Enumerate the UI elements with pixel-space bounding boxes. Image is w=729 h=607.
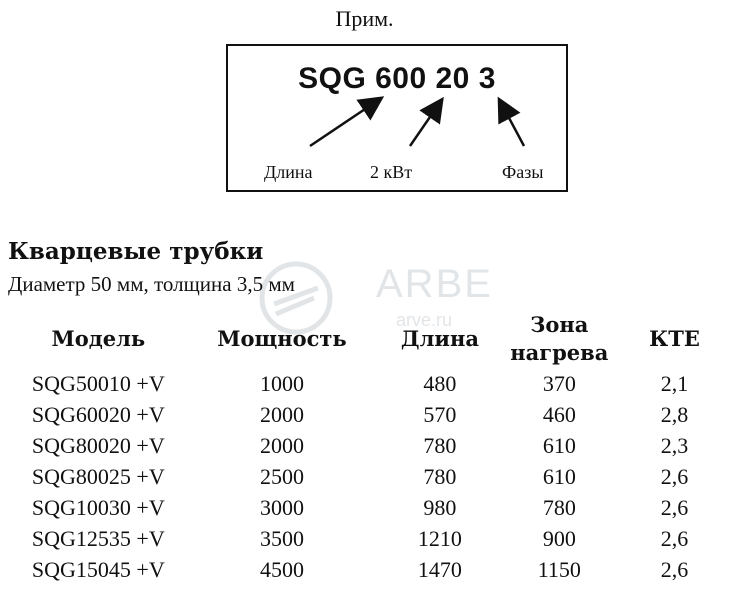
cell-length: 1470: [417, 556, 462, 582]
cell-zone: 610: [542, 432, 576, 458]
cell-model: SQG10030 +V: [31, 494, 165, 520]
table-header-row: [14, 310, 729, 368]
section-subtitle: Диаметр 50 мм, толщина 3,5 мм: [8, 272, 295, 296]
cell-model: SQG12535 +V: [31, 525, 165, 551]
table-row: [14, 430, 729, 461]
header-zone-line2: нагрева: [510, 340, 609, 365]
cell-length: 780: [423, 463, 457, 489]
cell-model: SQG80025 +V: [31, 463, 165, 489]
cell-power: 2000: [259, 401, 304, 427]
cell-kte: 2,6: [660, 494, 689, 520]
cell-zone: 610: [542, 463, 576, 489]
cell-kte: 2,6: [660, 463, 689, 489]
arrow-length: [310, 99, 380, 146]
arrow-power: [410, 101, 441, 146]
cell-length: 780: [423, 432, 457, 458]
header-power: Мощность: [217, 326, 347, 351]
watermark-brand: ARBE: [376, 262, 493, 306]
cell-zone: 900: [542, 525, 576, 551]
example-caption: Прим.: [335, 6, 394, 31]
header-zone-line1: Зона: [530, 312, 589, 337]
cell-kte: 2,6: [660, 525, 689, 551]
cell-length: 980: [423, 494, 457, 520]
cell-kte: 2,6: [660, 556, 689, 582]
table-row: [14, 461, 729, 492]
cell-power: 4500: [259, 556, 304, 582]
label-phases: Фазы: [502, 162, 544, 182]
cell-power: 3500: [259, 525, 304, 551]
cell-length: 570: [423, 401, 457, 427]
cell-kte: 2,8: [660, 401, 689, 427]
model-code: SQG 600 20 3: [298, 62, 496, 95]
table-row: [14, 523, 729, 554]
cell-power: 2500: [259, 463, 304, 489]
cell-kte: 2,1: [660, 370, 689, 396]
arrow-phases: [500, 101, 524, 146]
cell-power: 3000: [259, 494, 304, 520]
header-heating-zone: [499, 310, 621, 368]
cell-model: SQG80020 +V: [31, 432, 165, 458]
cell-zone: 370: [542, 370, 576, 396]
header-kte: КТЕ: [649, 326, 700, 351]
table-row: [14, 492, 729, 523]
cell-kte: 2,3: [660, 432, 689, 458]
cell-power: 1000: [259, 370, 304, 396]
specs-table: [14, 310, 729, 585]
cell-model: SQG60020 +V: [31, 401, 165, 427]
cell-zone: 780: [542, 494, 576, 520]
cell-zone: 1150: [537, 556, 581, 582]
watermark-site: arve.ru: [396, 310, 453, 330]
header-model: Модель: [51, 326, 146, 351]
label-power: 2 кВт: [370, 162, 413, 182]
table-row: [14, 368, 729, 399]
cell-model: SQG50010 +V: [31, 370, 165, 396]
cell-length: 480: [423, 370, 457, 396]
header-length: Длина: [400, 326, 479, 351]
table-row: [14, 399, 729, 430]
section-title: Кварцевые трубки: [8, 238, 264, 265]
label-length: Длина: [264, 162, 313, 182]
cell-model: SQG15045 +V: [31, 556, 165, 582]
cell-power: 2000: [259, 432, 304, 458]
cell-zone: 460: [542, 401, 576, 427]
cell-length: 1210: [417, 525, 462, 551]
table-row: [14, 554, 729, 585]
model-code-example-box: [226, 44, 568, 192]
